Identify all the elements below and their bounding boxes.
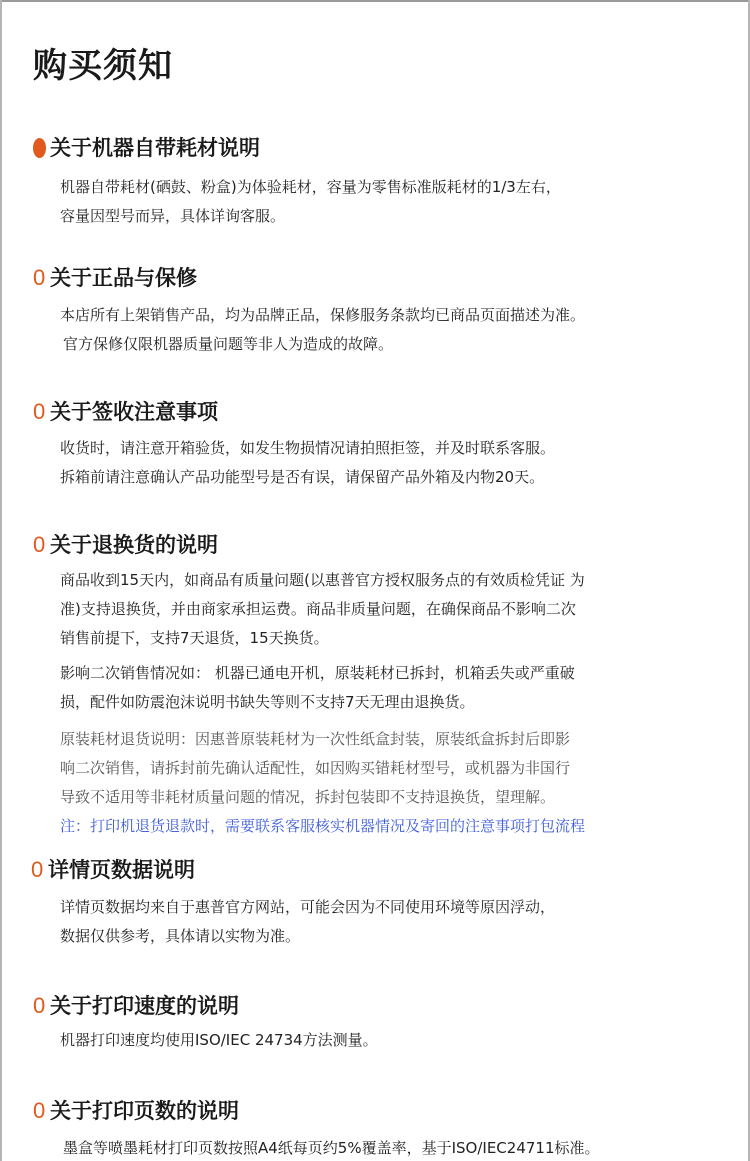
section-authentic-warranty [0, 262, 750, 353]
section-header [0, 529, 750, 565]
section-title: 关于签收注意事项 [50, 400, 218, 424]
section-header [0, 132, 750, 168]
note-line: 注：打印机退货退款时，需要联系客服核实机器情况及寄回的注意事项打包流程 [60, 817, 586, 835]
body-line: 商品收到15天内，如商品有质量问题(以惠普官方授权服务点的有效质检凭证 为 [60, 571, 585, 589]
body-line: 本店所有上架销售产品，均为品牌正品，保修服务条款均已商品页面描述为准。 [60, 306, 586, 324]
section-title: 关于正品与保修 [50, 266, 197, 290]
section-title: 关于打印速度的说明 [50, 994, 239, 1018]
section-marker: 0 [33, 532, 46, 557]
frame-left-border [0, 0, 2, 1161]
section-header [0, 1095, 750, 1131]
section-title: 关于机器自带耗材说明 [50, 136, 260, 160]
frame-top-border [0, 0, 750, 2]
body-line: 拆箱前请注意确认产品功能型号是否有误，请保留产品外箱及内物20天。 [60, 468, 545, 486]
body-line: 损，配件如防震泡沫说明书缺失等则不支持7天无理由退换货。 [60, 693, 475, 711]
section-print-speed [0, 990, 750, 1049]
body-line: 影响二次销售情况如： 机器已通电开机，原装耗材已拆封，机箱丢失或严重破 [60, 664, 575, 682]
section-header [0, 854, 750, 890]
section-title: 详情页数据说明 [48, 858, 195, 882]
section-detail-data [0, 854, 750, 945]
body-line-consumable-return: 导致不适用等非耗材质量问题的情况，拆封包装即不支持退换货，望理解。 [60, 788, 556, 806]
section-header [0, 396, 750, 432]
body-line: 官方保修仅限机器质量问题等非人为造成的故障。 [63, 335, 394, 353]
body-line: 机器自带耗材(硒鼓、粉盒)为体验耗材，容量为零售标准版耗材的1/3左右， [60, 178, 561, 196]
section-marker: 0 [33, 1098, 46, 1123]
section-returns [0, 529, 750, 835]
body-line: 数据仅供参考，具体请以实物为准。 [60, 927, 301, 945]
body-line: 详情页数据均来自于惠普官方网站，可能会因为不同使用环境等原因浮动， [60, 898, 556, 916]
body-line-consumable-return: 原装耗材退货说明：因惠普原装耗材为一次性纸盒封装，原装纸盒拆封后即影 [60, 730, 571, 748]
section-receipt-notes [0, 396, 750, 486]
section-title: 关于退换货的说明 [50, 533, 218, 557]
bullet-dot-icon [33, 138, 46, 158]
section-title: 关于打印页数的说明 [50, 1099, 239, 1123]
section-header [0, 262, 750, 298]
body-line: 销售前提下，支持7天退货，15天换货。 [60, 629, 329, 647]
section-marker: 0 [33, 399, 46, 424]
page-title: 购买须知 [33, 46, 173, 86]
section-marker: 0 [33, 993, 46, 1018]
body-line: 收货时，请注意开箱验货，如发生物损情况请拍照拒签，并及时联系客服。 [60, 439, 556, 457]
body-line-consumable-return: 响二次销售，请拆封前先确认适配性，如因购买错耗材型号，或机器为非国行 [60, 759, 571, 777]
body-line: 容量因型号而异，具体详询客服。 [60, 207, 286, 225]
body-line: 准)支持退换货，并由商家承担运费。商品非质量问题，在确保商品不影响二次 [60, 600, 576, 618]
section-header [0, 990, 750, 1026]
section-marker: 0 [33, 265, 46, 290]
body-line: 墨盒等喷墨耗材打印页数按照A4纸每页约5%覆盖率，基于ISO/IEC24711标准。 [63, 1139, 600, 1157]
section-page-yield [0, 1095, 750, 1157]
body-line: 机器打印速度均使用ISO/IEC 24734方法测量。 [60, 1031, 378, 1049]
section-marker: 0 [31, 857, 44, 882]
section-consumables [0, 132, 750, 225]
